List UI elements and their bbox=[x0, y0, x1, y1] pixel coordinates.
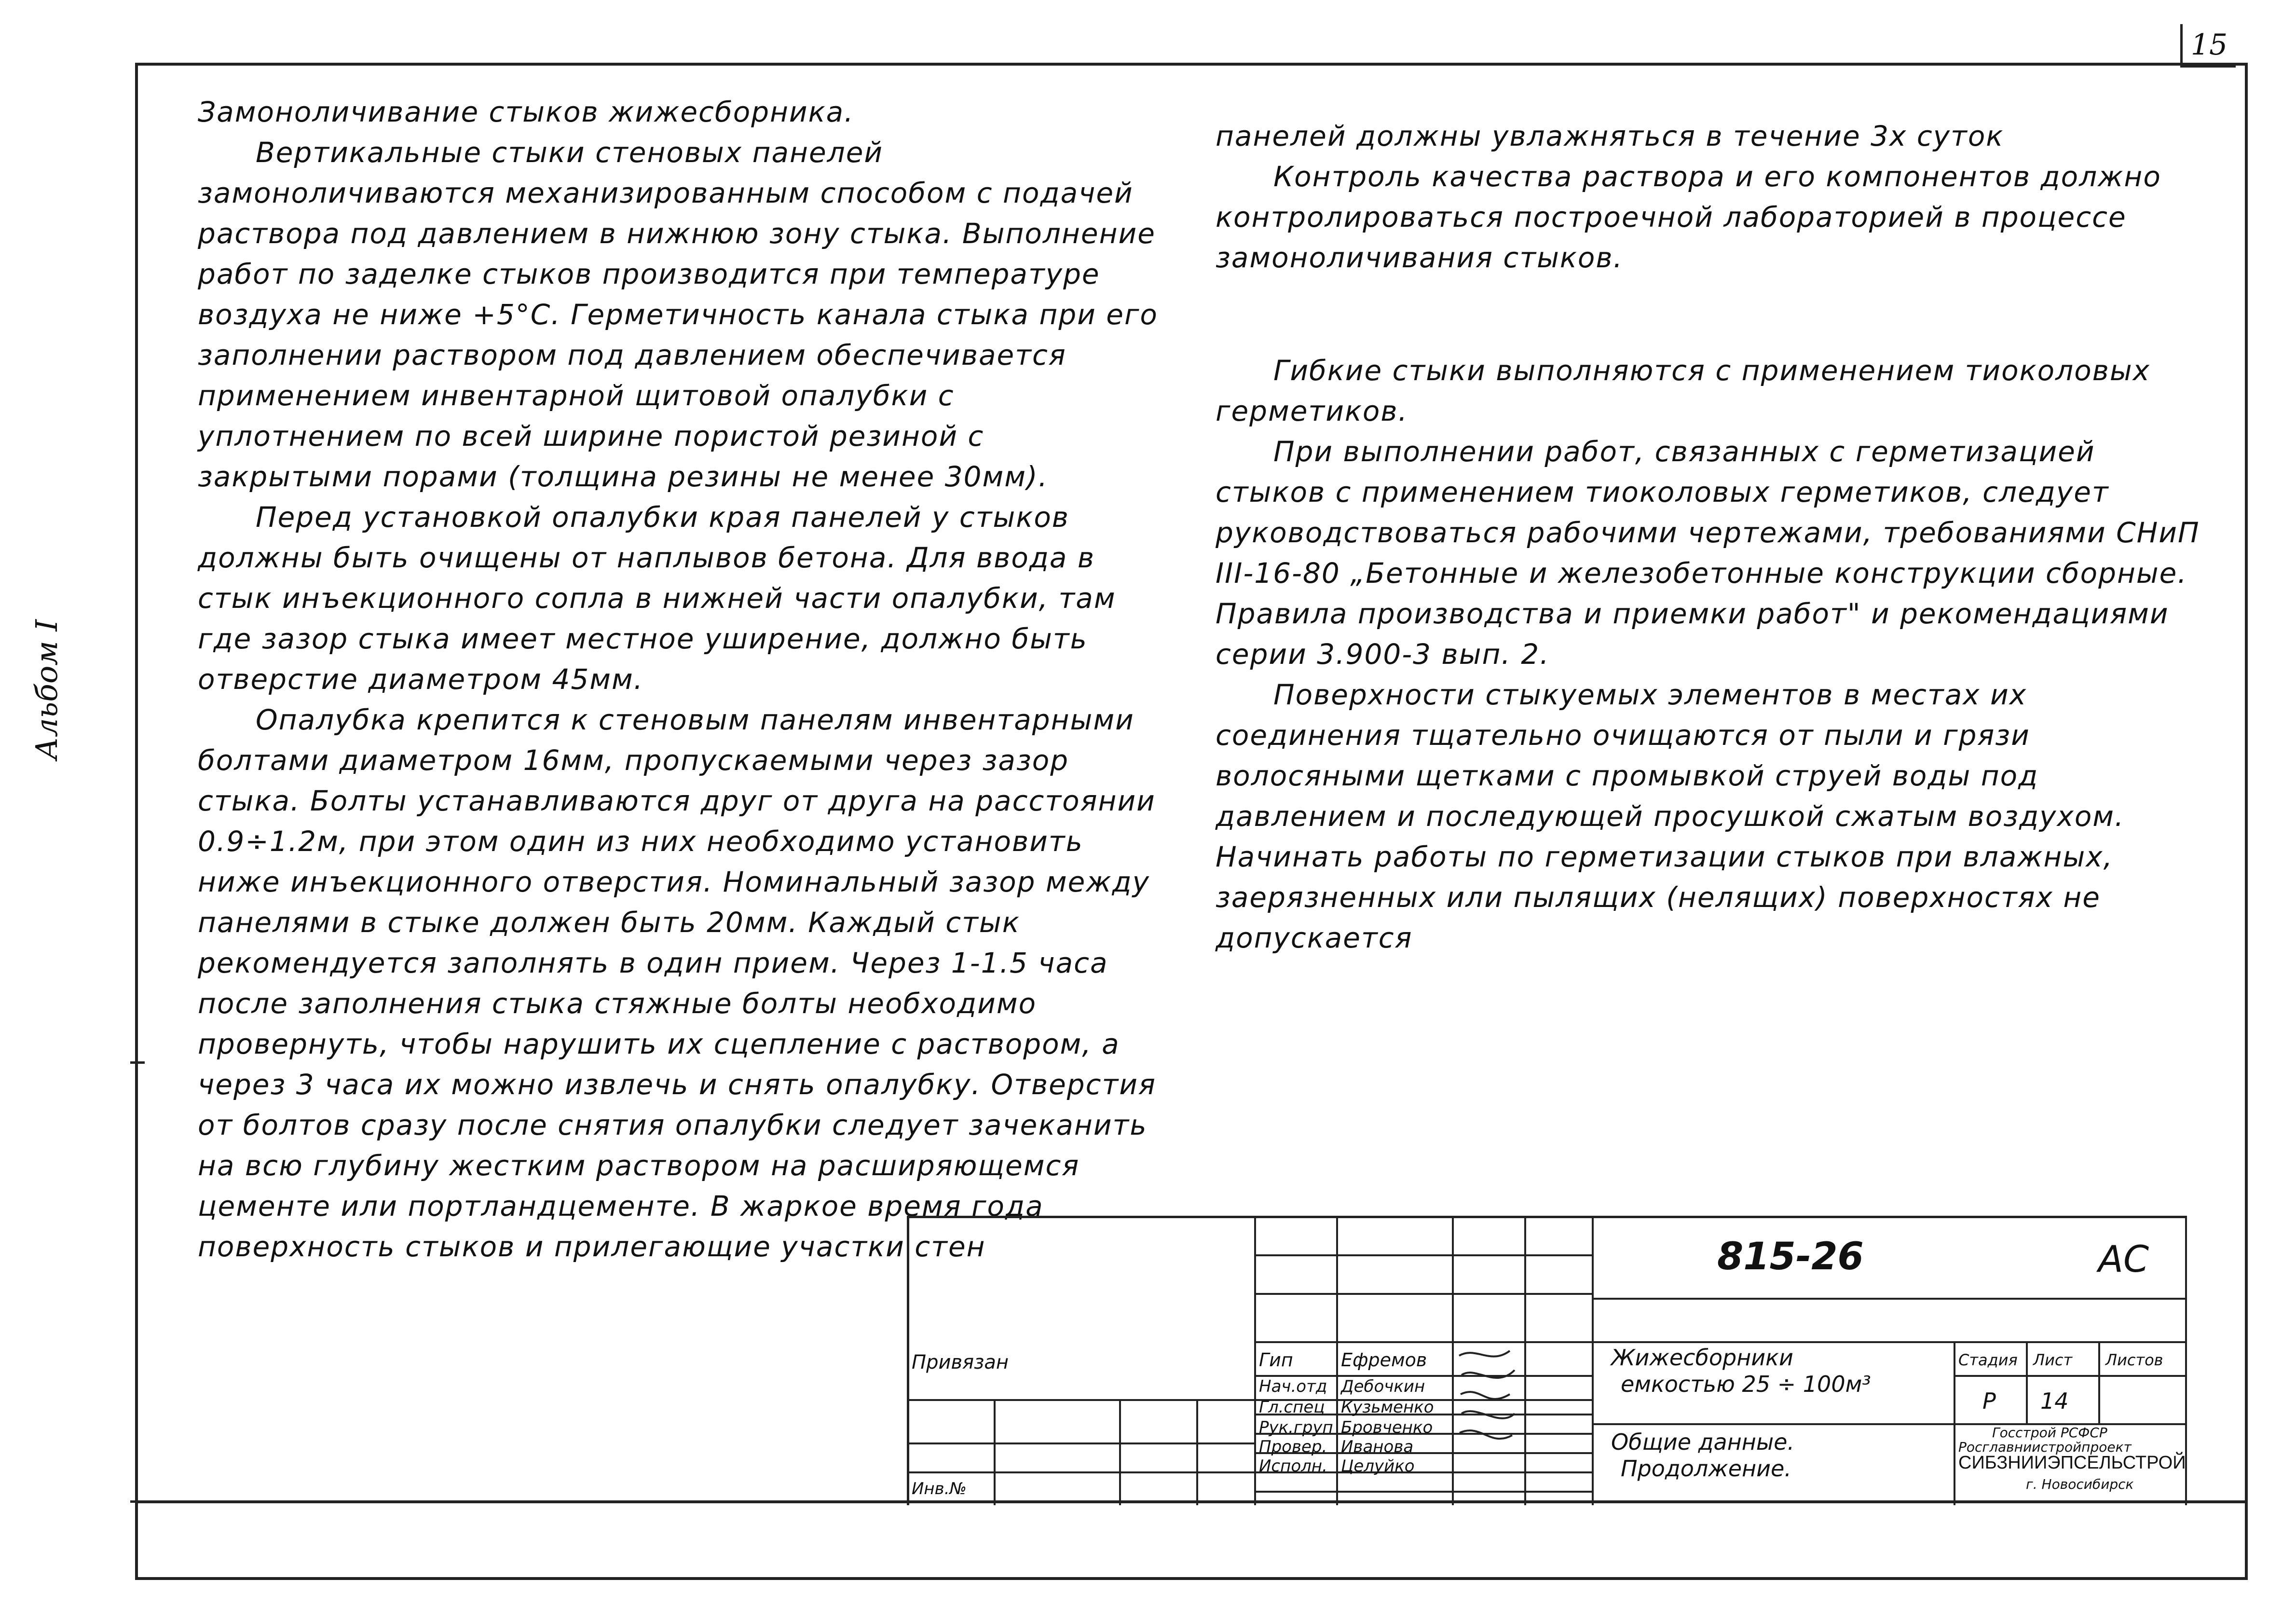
left-text-column bbox=[198, 92, 1162, 1267]
organization-name: СИБЗНИИЭПСЕЛЬСТРОЙ bbox=[1958, 1453, 2186, 1473]
person-name: Иванова bbox=[1341, 1437, 1414, 1456]
section-heading: Замоноличивание стыков жижесборника. bbox=[198, 96, 854, 128]
sheets-header: Листов bbox=[2105, 1351, 2163, 1369]
organization-city: г. Новосибирск bbox=[2026, 1476, 2134, 1492]
organization-name: Росглавниистройпроект bbox=[1958, 1439, 2132, 1455]
role-label: Гип bbox=[1259, 1349, 1293, 1371]
linked-label: Привязан bbox=[912, 1351, 1009, 1374]
person-name: Бровченко bbox=[1341, 1418, 1433, 1437]
person-name: Дебочкин bbox=[1341, 1377, 1425, 1396]
role-label: Гл.спец bbox=[1259, 1398, 1325, 1417]
person-name: Кузьменко bbox=[1341, 1398, 1434, 1417]
sheet-number: 15 bbox=[2180, 24, 2236, 68]
paragraph: Поверхности стыкуемых элементов в местах их соединения тщательно очищаются от пыли и грязи волосяными щетками с промывкой струей воды под давлением и последующей просушкой сжатым воздухом. Начинать работы по герметизации стыков при влажных, заерязненных или пылящих (нелящих) поверхностях не допускается bbox=[1216, 678, 2125, 954]
object-title: Жижесборники bbox=[1611, 1345, 1793, 1371]
paragraph: Контроль качества раствора и его компонентов должно контролироваться построечной лабораторией в процессе замоноличивания стыков. bbox=[1216, 160, 2161, 274]
paragraph: панелей должны увлажняться в течение 3х суток bbox=[1216, 120, 2004, 152]
paragraph: Вертикальные стыки стеновых панелей замоноличиваются механизированным способом с подачей раствора под давлением в нижнюю зону стыка. Выполнение работ по заделке стыков производится при температуре воздуха не ниже +5°С. Герметичность канала стыка при его заполнении раствором под давлением обеспечивается применением инвентарной щитовой опалубки с уплотнением по всей ширине пористой резиной с закрытыми порами (толщина резины не менее 30мм). bbox=[198, 136, 1158, 493]
sheet-subtitle: Продолжение. bbox=[1621, 1456, 1791, 1482]
sheet-header: Лист bbox=[2033, 1351, 2073, 1369]
sheet-value: 14 bbox=[2040, 1388, 2069, 1414]
document-code: 815-26 bbox=[1717, 1235, 1864, 1278]
role-label: Исполн. bbox=[1259, 1456, 1327, 1476]
paragraph: Гибкие стыки выполняются с применением тиоколовых герметиков. bbox=[1216, 354, 2150, 427]
paragraph: При выполнении работ, связанных с герметизацией стыков с применением тиоколовых герметиков, следует руководствоваться рабочими чертежами, требованиями СНиП III-16-80 „Бетонные и железобетонные конструкции сборные. Правила производства и приемки работ" и рекомендациями серии 3.900-3 вып. 2. bbox=[1216, 435, 2200, 671]
person-name: Целуйко bbox=[1341, 1456, 1415, 1476]
stage-header: Стадия bbox=[1958, 1351, 2018, 1369]
person-name: Ефремов bbox=[1341, 1349, 1427, 1371]
paragraph: Перед установкой опалубки края панелей у стыков должны быть очищены от наплывов бетона. Для ввода в стык инъекционного сопла в нижней части опалубки, там где зазор стыка имеет местное уширение, должно быть отверстие диаметром 45мм. bbox=[198, 501, 1116, 696]
paragraph: Опалубка крепится к стеновым панелям инвентарными болтами диаметром 16мм, пропускаемыми через зазор стыка. Болты устанавливаются друг от друга на расстоянии 0.9÷1.2м, при этом один из них необходимо установить ниже инъекционного отверстия. Номинальный зазор между панелями в стыке должен быть 20мм. Каждый стык рекомендуется заполнять в один прием. Через 1-1.5 часа после заполнения стыка стяжные болты необходимо провернуть, чтобы нарушить их сцепление с раствором, а через 3 часа их можно извлечь и снять опалубку. Отверстия от болтов сразу после снятия опалубки следует зачеканить на всю глубину жестким раствором на расширяющемся цементе или портландцементе. В жаркое время года поверхность стыков и прилегающие участки стен bbox=[198, 703, 1156, 1263]
role-label: Провер. bbox=[1259, 1437, 1327, 1456]
object-capacity: емкостью 25 ÷ 100м³ bbox=[1621, 1371, 1871, 1397]
margin-tick bbox=[130, 1061, 145, 1064]
margin-note: Альбом I bbox=[29, 619, 64, 760]
document-mark: АС bbox=[2098, 1237, 2149, 1280]
role-label: Рук.груп bbox=[1259, 1418, 1333, 1437]
right-text-column bbox=[1216, 116, 2209, 958]
margin-tick bbox=[130, 1500, 145, 1503]
sheet-title: Общие данные. bbox=[1611, 1429, 1795, 1455]
role-label: Нач.отд bbox=[1259, 1377, 1327, 1396]
signature-icon bbox=[1457, 1346, 1519, 1452]
organization-name: Госстрой РСФСР bbox=[1992, 1425, 2107, 1441]
inventory-label: Инв.№ bbox=[912, 1479, 967, 1498]
stage-value: Р bbox=[1982, 1388, 1996, 1414]
